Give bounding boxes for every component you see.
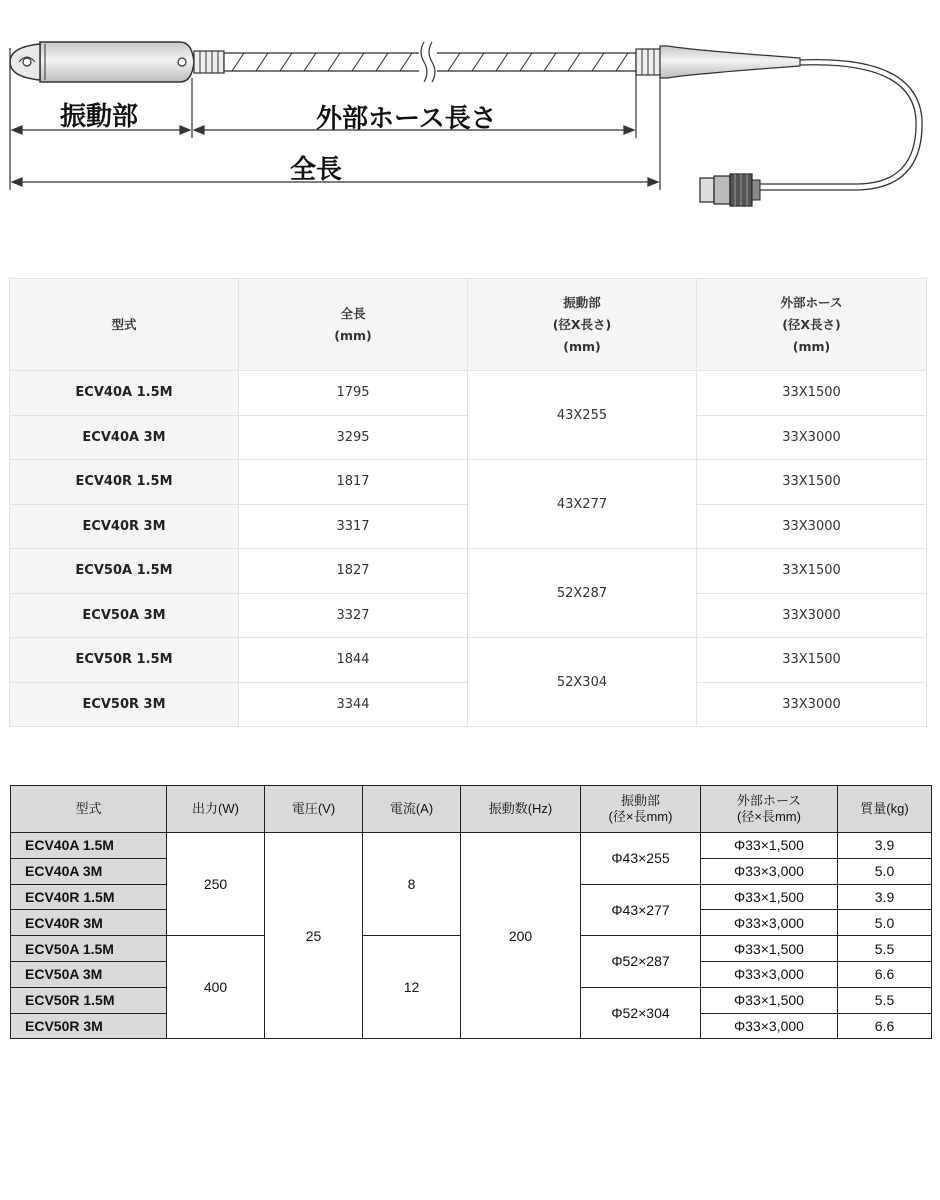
coupling <box>194 51 224 73</box>
length-cell: 3317 <box>239 504 468 549</box>
vibrator-cell: Φ43×277 <box>581 884 701 936</box>
dimensions-table <box>9 278 927 727</box>
hose-cell: 33X3000 <box>697 415 927 460</box>
hose-cell: 33X3000 <box>697 504 927 549</box>
label-hose-length: 外部ホース長さ <box>316 104 497 134</box>
hose-cell: Φ33×3,000 <box>701 1013 838 1039</box>
hose-cell: 33X3000 <box>697 593 927 638</box>
length-cell: 1844 <box>239 638 468 683</box>
product-dimension-diagram <box>0 0 940 230</box>
length-cell: 3327 <box>239 593 468 638</box>
header-output: 出力(W) <box>167 786 265 833</box>
mass-cell: 5.5 <box>838 987 932 1013</box>
header-vibrator: 振動部 (径X長さ) (mm) <box>468 279 697 371</box>
mass-cell: 6.6 <box>838 1013 932 1039</box>
connector-plug <box>700 174 760 206</box>
model-cell: ECV50A 1.5M <box>10 549 239 594</box>
model-cell: ECV50A 3M <box>11 961 167 987</box>
current-cell: 8 <box>363 833 461 936</box>
hose-cell: Φ33×3,000 <box>701 961 838 987</box>
vibrator-cell: 52X304 <box>468 638 697 727</box>
model-cell: ECV50A 3M <box>10 593 239 638</box>
voltage-cell: 25 <box>265 833 363 1039</box>
hose-cell: Φ33×1,500 <box>701 987 838 1013</box>
mass-cell: 5.0 <box>838 910 932 936</box>
mass-cell: 5.5 <box>838 936 932 962</box>
label-total-length: 全長 <box>290 155 343 185</box>
vibrator-cell: Φ52×287 <box>581 936 701 988</box>
length-cell: 1817 <box>239 460 468 505</box>
mass-cell: 6.6 <box>838 961 932 987</box>
frequency-cell: 200 <box>461 833 581 1039</box>
output-cell: 400 <box>167 936 265 1039</box>
model-cell: ECV50R 3M <box>10 682 239 727</box>
length-cell: 1827 <box>239 549 468 594</box>
hose-cell: Φ33×1,500 <box>701 884 838 910</box>
vibrator-cell: 43X277 <box>468 460 697 549</box>
vibrator-cell: 52X287 <box>468 549 697 638</box>
table-row <box>10 549 927 594</box>
table-header-row <box>10 279 927 371</box>
power-cable <box>758 60 922 190</box>
header-model: 型式 <box>10 279 239 371</box>
length-cell: 3295 <box>239 415 468 460</box>
model-cell: ECV40A 3M <box>10 415 239 460</box>
current-cell: 12 <box>363 936 461 1039</box>
label-vibrator: 振動部 <box>60 102 139 132</box>
model-cell: ECV40A 1.5M <box>11 833 167 859</box>
mass-cell: 3.9 <box>838 884 932 910</box>
model-cell: ECV40R 3M <box>10 504 239 549</box>
hose-cell: Φ33×1,500 <box>701 833 838 859</box>
hose-cell: 33X1500 <box>697 460 927 505</box>
table-row <box>11 833 932 859</box>
header-current: 電流(A) <box>363 786 461 833</box>
table-row <box>10 638 927 683</box>
header-mass: 質量(kg) <box>838 786 932 833</box>
mass-cell: 5.0 <box>838 858 932 884</box>
hose-cell: 33X1500 <box>697 638 927 683</box>
external-hose <box>224 40 636 84</box>
hose-cell: Φ33×3,000 <box>701 910 838 936</box>
length-cell: 3344 <box>239 682 468 727</box>
table-header-row <box>11 786 932 833</box>
model-cell: ECV40A 1.5M <box>10 371 239 416</box>
model-cell: ECV50R 3M <box>11 1013 167 1039</box>
vibrator-cell: Φ43×255 <box>581 833 701 885</box>
header-model: 型式 <box>11 786 167 833</box>
model-cell: ECV50A 1.5M <box>11 936 167 962</box>
model-cell: ECV40A 3M <box>11 858 167 884</box>
model-cell: ECV50R 1.5M <box>10 638 239 683</box>
header-vibrator: 振動部 (径×長mm) <box>581 786 701 833</box>
hose-cell: Φ33×3,000 <box>701 858 838 884</box>
header-voltage: 電圧(V) <box>265 786 363 833</box>
hose-cell: 33X3000 <box>697 682 927 727</box>
output-cell: 250 <box>167 833 265 936</box>
hose-cell: Φ33×1,500 <box>701 936 838 962</box>
header-frequency: 振動数(Hz) <box>461 786 581 833</box>
header-hose: 外部ホース (径×長mm) <box>701 786 838 833</box>
rear-fitting <box>636 46 800 78</box>
model-cell: ECV40R 1.5M <box>10 460 239 505</box>
model-cell: ECV50R 1.5M <box>11 987 167 1013</box>
header-total-length: 全長 (mm) <box>239 279 468 371</box>
vibrator-cell: 43X255 <box>468 371 697 460</box>
specifications-table <box>10 785 932 1039</box>
length-cell: 1795 <box>239 371 468 416</box>
vibrator-head <box>10 42 194 82</box>
hose-cell: 33X1500 <box>697 371 927 416</box>
vibrator-cell: Φ52×304 <box>581 987 701 1039</box>
model-cell: ECV40R 3M <box>11 910 167 936</box>
table-row <box>10 371 927 416</box>
table-row <box>10 460 927 505</box>
mass-cell: 3.9 <box>838 833 932 859</box>
hose-cell: 33X1500 <box>697 549 927 594</box>
header-hose: 外部ホース (径X長さ) (mm) <box>697 279 927 371</box>
model-cell: ECV40R 1.5M <box>11 884 167 910</box>
